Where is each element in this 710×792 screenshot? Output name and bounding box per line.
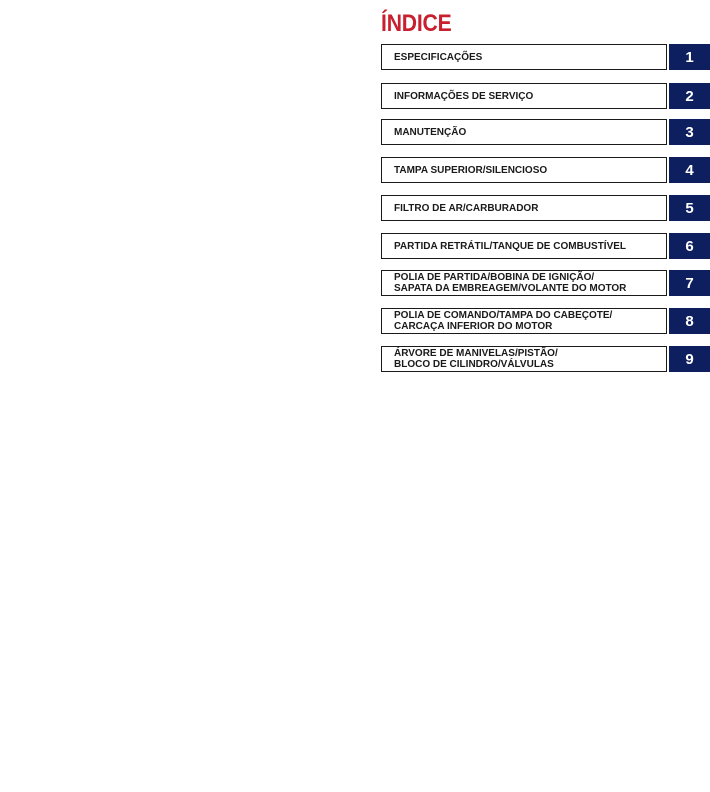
toc-item-label: ESPECIFICAÇÕES <box>394 51 483 63</box>
section-tab[interactable] <box>669 195 710 221</box>
page-title: ÍNDICE <box>381 10 452 37</box>
section-number: 4 <box>685 161 694 179</box>
toc-item-label: POLIA DE PARTIDA/BOBINA DE IGNIÇÃO/ SAPATA DA EMBREAGEM/VOLANTE DO MOTOR <box>394 272 627 294</box>
toc-item-box[interactable] <box>381 233 667 259</box>
section-number: 2 <box>685 87 694 105</box>
toc-item-crankshaft-piston-cylinder[interactable] <box>381 346 710 372</box>
section-number: 5 <box>685 199 694 217</box>
section-number: 3 <box>685 123 694 141</box>
section-tab[interactable] <box>669 157 710 183</box>
table-of-contents <box>381 0 710 400</box>
toc-item-label: FILTRO DE AR/CARBURADOR <box>394 202 539 214</box>
section-tab[interactable] <box>669 119 710 145</box>
toc-item-service-information[interactable] <box>381 83 710 109</box>
toc-item-drive-pulley-head-cover[interactable] <box>381 308 710 334</box>
toc-item-label: MANUTENÇÃO <box>394 126 467 138</box>
toc-item-label: TAMPA SUPERIOR/SILENCIOSO <box>394 164 548 176</box>
toc-item-box[interactable] <box>381 119 667 145</box>
toc-item-top-cover-muffler[interactable] <box>381 157 710 183</box>
section-number: 9 <box>685 350 694 368</box>
toc-item-maintenance[interactable] <box>381 119 710 145</box>
toc-item-specifications[interactable] <box>381 44 710 70</box>
toc-item-starter-pulley-ignition[interactable] <box>381 270 710 296</box>
section-tab[interactable] <box>669 346 710 372</box>
toc-item-box[interactable] <box>381 83 667 109</box>
toc-item-box[interactable] <box>381 270 667 296</box>
toc-item-box[interactable] <box>381 195 667 221</box>
section-tab[interactable] <box>669 270 710 296</box>
section-number: 7 <box>685 274 694 292</box>
toc-item-box[interactable] <box>381 308 667 334</box>
section-number: 8 <box>685 312 694 330</box>
toc-item-box[interactable] <box>381 44 667 70</box>
toc-item-recoil-starter-fuel-tank[interactable] <box>381 233 710 259</box>
toc-item-box[interactable] <box>381 346 667 372</box>
toc-item-label: ÁRVORE DE MANIVELAS/PISTÃO/ BLOCO DE CILINDRO/VÁLVULAS <box>394 348 558 370</box>
toc-item-label: INFORMAÇÕES DE SERVIÇO <box>394 90 534 102</box>
section-tab[interactable] <box>669 308 710 334</box>
toc-item-air-filter-carburetor[interactable] <box>381 195 710 221</box>
toc-item-label: PARTIDA RETRÁTIL/TANQUE DE COMBUSTÍVEL <box>394 240 627 252</box>
section-number: 1 <box>685 48 694 66</box>
toc-item-box[interactable] <box>381 157 667 183</box>
toc-item-label: POLIA DE COMANDO/TAMPA DO CABEÇOTE/ CARCAÇA INFERIOR DO MOTOR <box>394 310 613 332</box>
section-tab[interactable] <box>669 83 710 109</box>
section-tab[interactable] <box>669 44 710 70</box>
section-number: 6 <box>685 237 694 255</box>
section-tab[interactable] <box>669 233 710 259</box>
